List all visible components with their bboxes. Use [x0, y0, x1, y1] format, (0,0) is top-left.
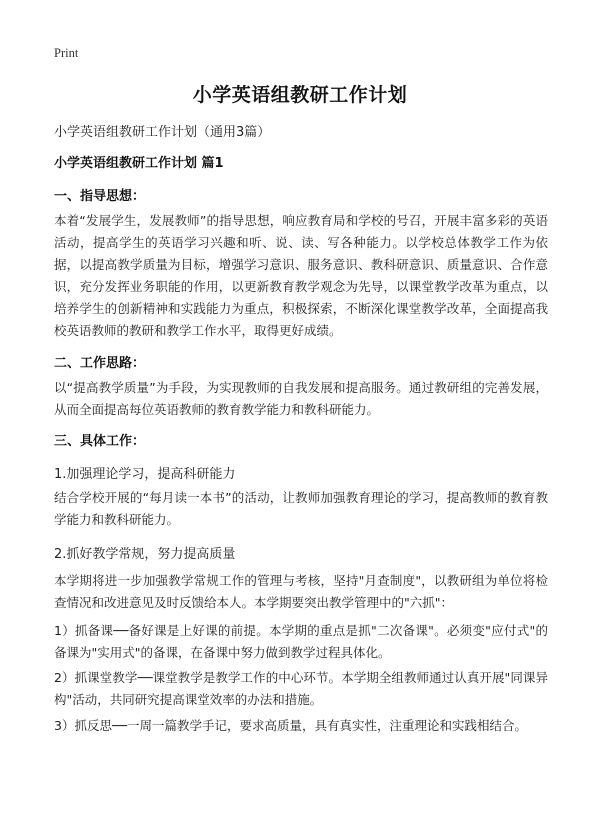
sub-item-lesson-prep: 1）抓备课──备好课是上好课的前提。本学期的重点是抓"二次备课"。必须变"应付式"的备课为"实用式"的备课，在备课中努力做到教学过程具体化。: [54, 623, 548, 660]
section-paragraph-guiding-ideology: 本着“发展学生，发展教师”的指导思想，响应教育局和学校的号召，开展丰富多彩的英语活动，提高学生的英语学习兴趣和听、说、读、写各种能力。以学校总体教学工作为依据，以提高教学质量为目标，增强学习意识、服务意识、教科研意识、质量意识、合作意识，充分发挥业务职能的作用，以更新教育教学观念为先导，以课堂教学改革为重点，以培养学生的创新精神和实践能力为重点，积极探索，不断深化课堂教学改革，全面提高我校英语教师的教研和教学工作水平，取得更好成绩。: [54, 213, 548, 338]
document-subtitle: 小学英语组教研工作计划（通用3篇）: [54, 125, 271, 140]
print-label: Print: [54, 46, 79, 60]
item-title-teaching-routine: 2.抓好教学常规，努力提高质量: [54, 547, 236, 562]
part-title: 小学英语组教研工作计划 篇1: [54, 156, 224, 171]
section-heading-guiding-ideology: 一、指导思想：: [54, 189, 146, 204]
section-heading-specific-work: 三、具体工作：: [54, 434, 146, 449]
sub-item-classroom-teaching: 2）抓课堂教学──课堂教学是教学工作的中心环节。本学期全组教师通过认真开展"同课异构"活动，共同研究提高课堂效率的办法和措施。: [54, 670, 548, 707]
document-title: 小学英语组教研工作计划: [192, 84, 408, 106]
item-title-theory-study: 1.加强理论学习，提高科研能力: [54, 467, 236, 482]
item-paragraph-teaching-routine: 本学期将进一步加强教学常规工作的管理与考核，坚持"月查制度"，以教研组为单位将检查情况和改进意见及时反馈给本人。本学期要突出教学管理中的"六抓"：: [54, 573, 548, 610]
section-paragraph-work-approach: 以“提高教学质量”为手段，为实现教师的自我发展和提高服务。通过教研组的完善发展，从而全面提高每位英语教师的教育教学能力和教科研能力。: [54, 380, 548, 417]
item-paragraph-theory-study: 结合学校开展的“每月读一本书”的活动，让教师加强教育理论的学习，提高教师的教育教学能力和教科研能力。: [54, 490, 548, 527]
sub-item-reflection: 3）抓反思──一周一篇教学手记，要求高质量，具有真实性，注重理论和实践相结合。: [54, 718, 528, 733]
section-heading-work-approach: 二、工作思路：: [54, 356, 146, 371]
